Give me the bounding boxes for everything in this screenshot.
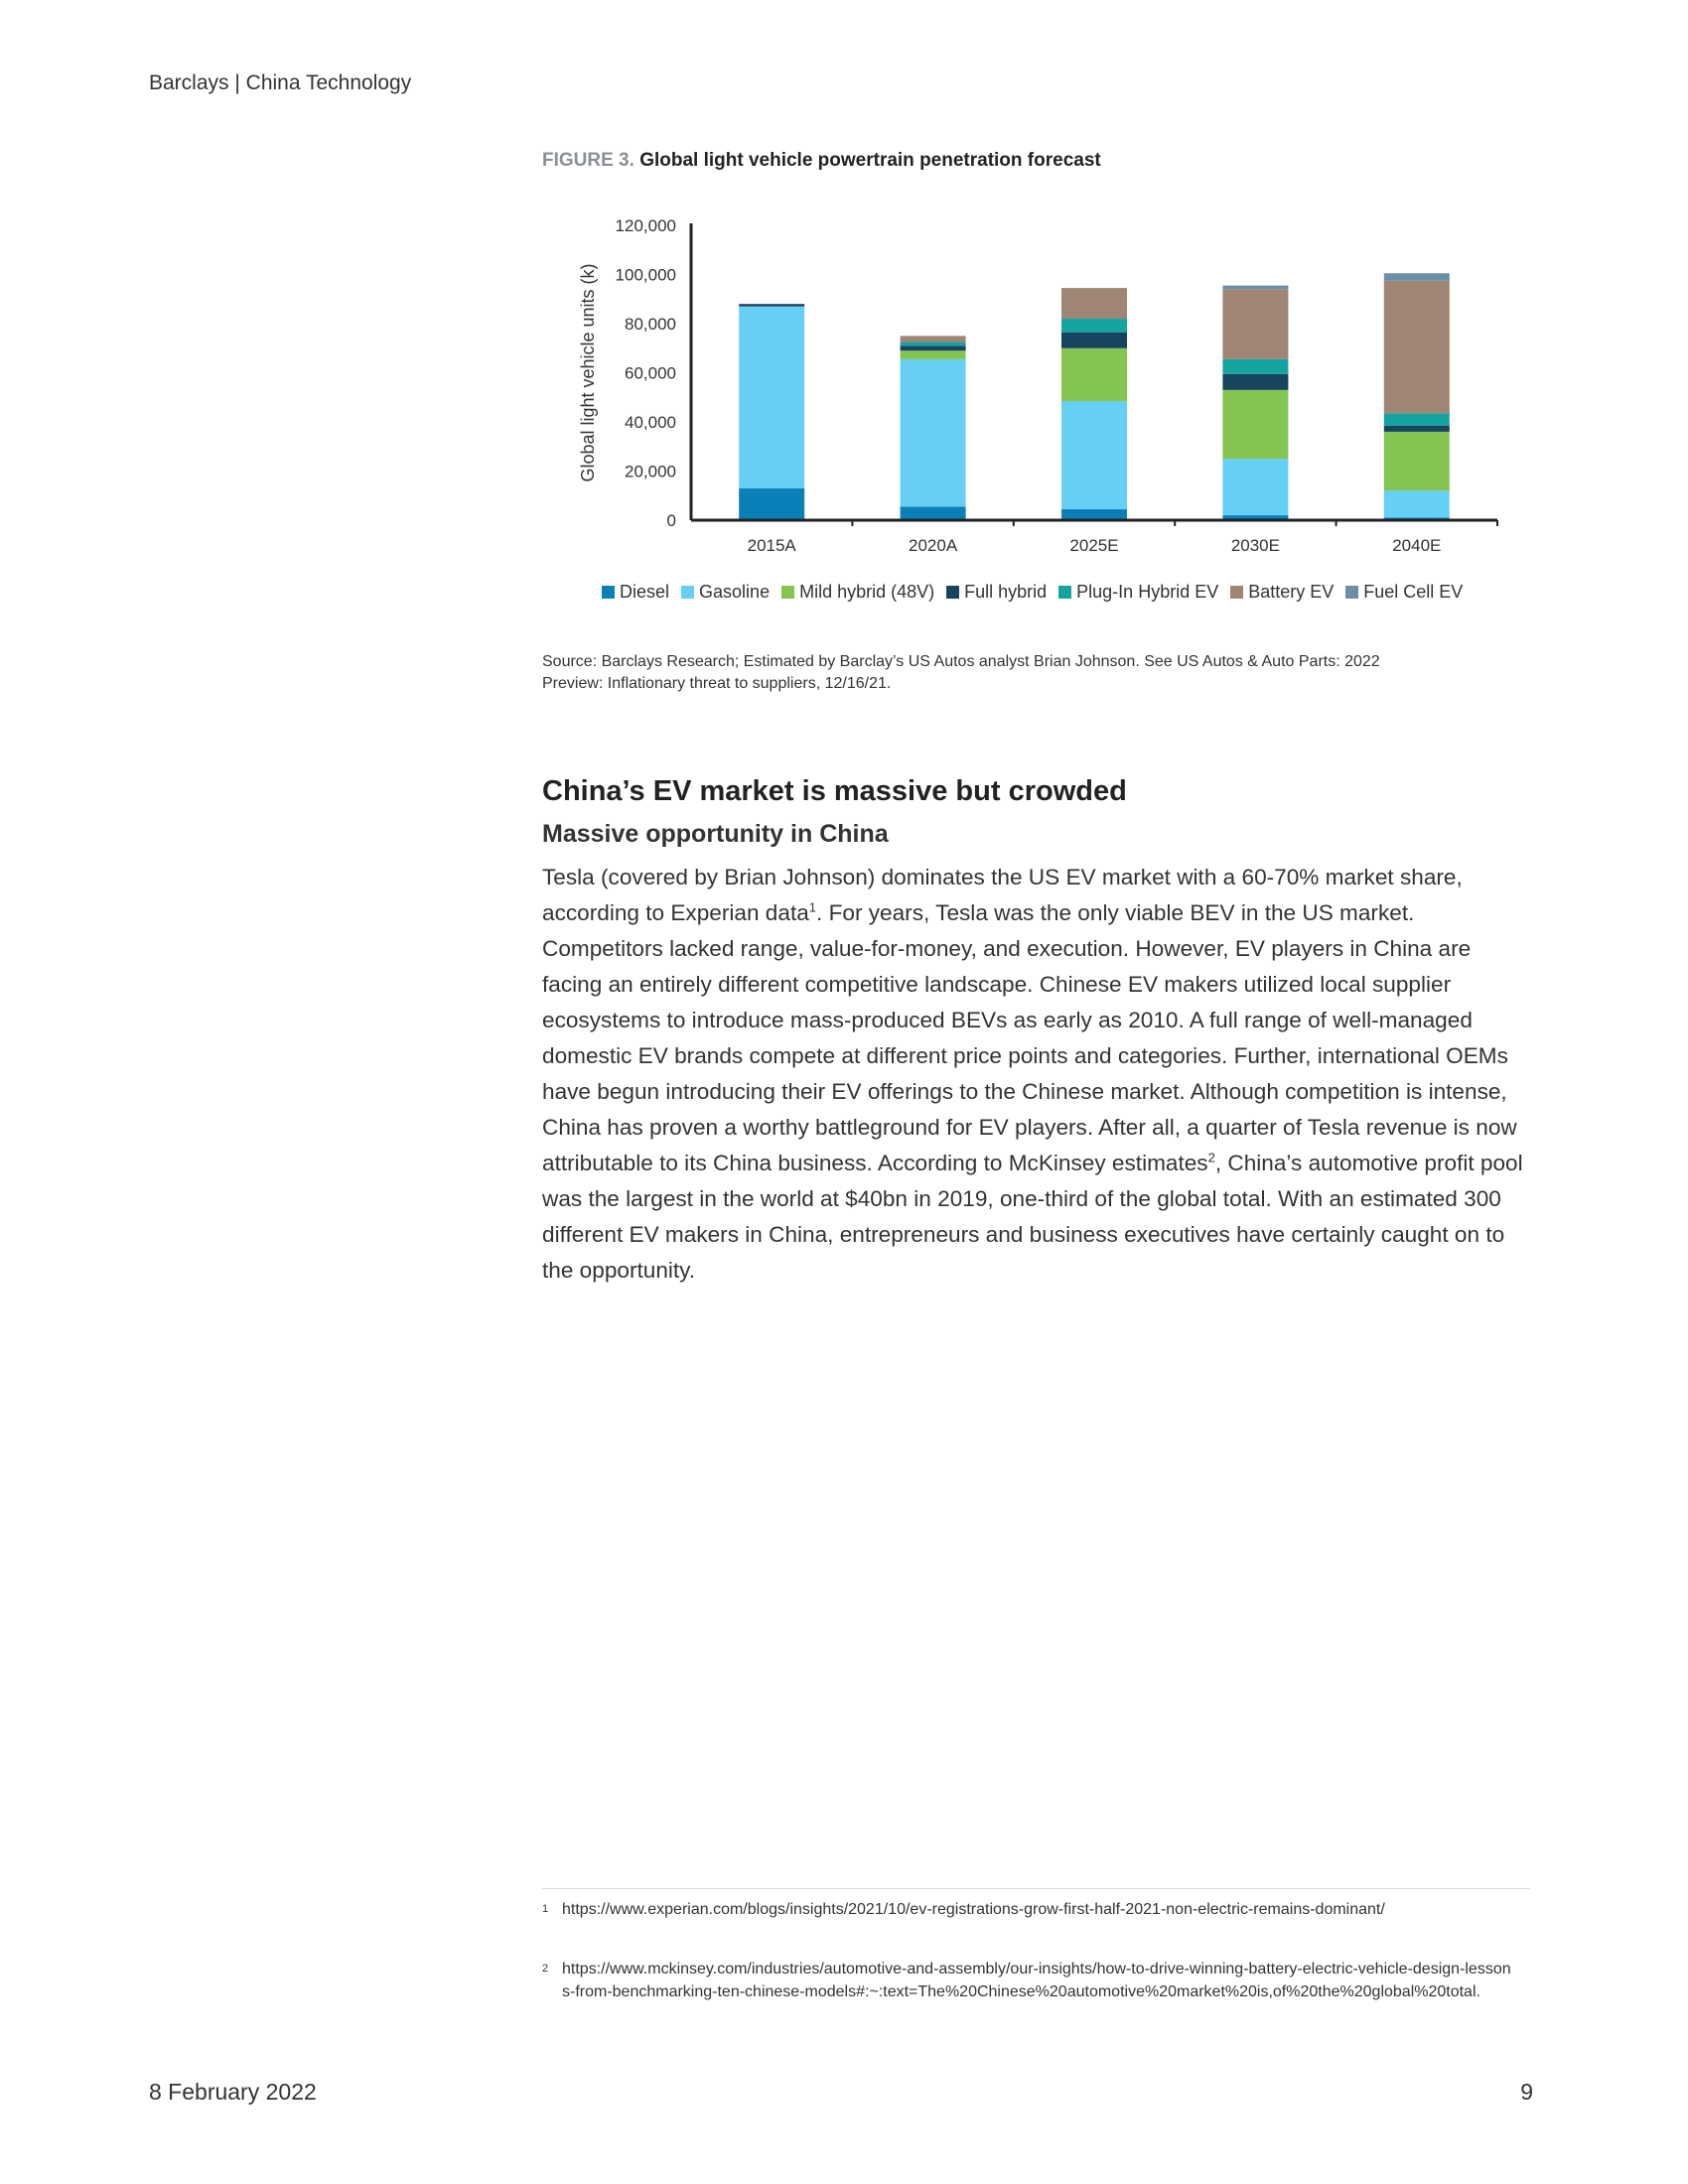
legend-label: Diesel bbox=[620, 582, 670, 602]
bar-segment-fuel-cell-ev bbox=[1222, 286, 1288, 290]
legend-item bbox=[946, 582, 1047, 603]
legend-item bbox=[1058, 582, 1218, 603]
footnote-1 bbox=[542, 1898, 1530, 1921]
bar-segment-diesel bbox=[901, 506, 966, 520]
y-tick-label: 80,000 bbox=[625, 315, 676, 334]
footnote-2-mark: 2 bbox=[542, 1963, 549, 1975]
bar-segment-gasoline bbox=[1061, 401, 1127, 509]
bar-segment-plug-in-hybrid-ev bbox=[1222, 359, 1288, 374]
chart-legend bbox=[602, 582, 1555, 603]
legend-swatch bbox=[781, 586, 794, 599]
figure-title: Global light vehicle powertrain penetration forecast bbox=[639, 150, 1101, 171]
bar-segment-battery-ev bbox=[1384, 281, 1450, 414]
page-number: 9 bbox=[1520, 2079, 1533, 2105]
bar-segment-full-hybrid bbox=[1061, 333, 1127, 348]
footnote-1-link[interactable]: https://www.experian.com/blogs/insights/2021/10/ev-registrations-grow-first-half-2021-non-electric-remains-dominant/ bbox=[562, 1901, 1385, 1918]
bar-segment-full-hybrid bbox=[901, 345, 966, 350]
page-header: Barclays | China Technology bbox=[149, 71, 412, 94]
legend-item bbox=[1230, 582, 1334, 603]
bar-segment-fuel-cell-ev bbox=[1384, 273, 1450, 280]
y-tick-label: 60,000 bbox=[625, 363, 676, 383]
bar-segment-full-hybrid bbox=[1222, 374, 1288, 390]
y-tick-label: 100,000 bbox=[615, 265, 676, 285]
bar-segment-mild-hybrid-48v bbox=[1222, 390, 1288, 459]
x-tick-label: 2040E bbox=[1392, 536, 1442, 555]
legend-swatch bbox=[602, 586, 615, 599]
footnote-ref-2[interactable]: 2 bbox=[1207, 1150, 1215, 1165]
x-tick-label: 2020A bbox=[909, 536, 958, 555]
bar-segment-gasoline bbox=[901, 359, 966, 507]
legend-label: Plug-In Hybrid EV bbox=[1076, 582, 1219, 602]
footnote-1-mark: 1 bbox=[542, 1903, 549, 1915]
legend-label: Mild hybrid (48V) bbox=[799, 582, 935, 602]
source-line-2: Preview: Inflationary threat to suppliers, 12/16/21. bbox=[542, 675, 892, 692]
footnote-divider bbox=[542, 1888, 1530, 1889]
legend-swatch bbox=[1345, 586, 1358, 599]
bar-segment-full-hybrid bbox=[739, 304, 804, 306]
bar-segment-mild-hybrid-48v bbox=[1384, 432, 1450, 490]
legend-swatch bbox=[1230, 586, 1243, 599]
footnote-2 bbox=[542, 1958, 1530, 2003]
x-tick-label: 2015A bbox=[747, 536, 796, 555]
bar-segment-gasoline bbox=[1384, 490, 1450, 517]
bar-segment-diesel bbox=[739, 488, 804, 520]
source-line-1: Source: Barclays Research; Estimated by Barclay’s US Autos analyst Brian Johnson. See US Autos & Auto Parts: 2022 bbox=[542, 653, 1380, 670]
y-tick-label: 120,000 bbox=[615, 216, 676, 235]
bar-segment-battery-ev bbox=[901, 336, 966, 341]
bar-segment-diesel bbox=[1061, 509, 1127, 520]
bar-segment-mild-hybrid-48v bbox=[1061, 348, 1127, 401]
legend-swatch bbox=[1058, 586, 1071, 599]
section-title: China’s EV market is massive but crowded bbox=[542, 775, 1127, 807]
legend-item bbox=[602, 582, 669, 603]
y-tick-label: 0 bbox=[666, 511, 676, 530]
y-tick-label: 20,000 bbox=[625, 462, 676, 481]
footer-date: 8 February 2022 bbox=[149, 2079, 317, 2105]
bar-segment-gasoline bbox=[1222, 459, 1288, 515]
y-tick-label: 40,000 bbox=[625, 413, 676, 432]
x-tick-label: 2030E bbox=[1230, 536, 1280, 555]
legend-label: Battery EV bbox=[1248, 582, 1335, 602]
bar-segment-full-hybrid bbox=[1384, 426, 1450, 432]
body-text-part-c: , China’s automotive profit pool was the largest in the world at $40bn in 2019, one-third of the global total. With an estimated 300 different EV makers in China, entrepreneurs and business executives have certainly caught on to the opportunity. bbox=[542, 1151, 1523, 1283]
legend-item bbox=[781, 582, 934, 603]
figure-caption bbox=[542, 150, 1101, 172]
y-axis-label: Global light vehicle units (k) bbox=[578, 263, 598, 482]
legend-swatch bbox=[681, 586, 694, 599]
legend-item bbox=[1345, 582, 1463, 603]
bar-segment-battery-ev bbox=[1061, 288, 1127, 319]
figure-number: FIGURE 3. bbox=[542, 150, 634, 171]
bar-segment-plug-in-hybrid-ev bbox=[901, 342, 966, 346]
bar-segment-plug-in-hybrid-ev bbox=[1061, 319, 1127, 333]
bar-segment-gasoline bbox=[739, 307, 804, 488]
body-text-part-a: Tesla (covered by Brian Johnson) dominates the US EV market with a 60-70% market share, according to Experian data bbox=[542, 865, 1463, 925]
footnote-2-link[interactable]: https://www.mckinsey.com/industries/automotive-and-assembly/our-insights/how-to-drive-winning-battery-electric-vehicle-design-lessons-from-benchmarking-ten-chinese-models#:~:text=The%20Chinese%20automotive%20market%20is,of%20the%20global%20total. bbox=[562, 1961, 1511, 2000]
legend-label: Full hybrid bbox=[964, 582, 1048, 602]
legend-label: Gasoline bbox=[699, 582, 771, 602]
legend-item bbox=[681, 582, 770, 603]
bar-segment-mild-hybrid-48v bbox=[901, 350, 966, 359]
section-subtitle: Massive opportunity in China bbox=[542, 820, 889, 848]
legend-label: Fuel Cell EV bbox=[1363, 582, 1464, 602]
body-text-part-b: . For years, Tesla was the only viable BEV in the US market. Competitors lacked range, value-for-money, and execution. However, EV players in China are facing an entirely different competitive landscape. Chinese EV makers utilized local supplier ecosystems to introduce mass-produced BEVs as early as 2010. A full range of well-managed domestic EV brands compete at different price points and categories. Further, international OEMs have begun introducing their EV offerings to the Chinese market. Although competition is intense, China has proven a worthy battleground for EV players. After all, a quarter of Tesla revenue is now attributable to its China business. According to McKinsey estimates bbox=[542, 900, 1517, 1175]
legend-swatch bbox=[946, 586, 959, 599]
body-paragraph bbox=[542, 860, 1530, 1289]
footnote-ref-1[interactable]: 1 bbox=[808, 899, 817, 915]
bar-segment-plug-in-hybrid-ev bbox=[1384, 413, 1450, 425]
powertrain-stacked-bar-chart bbox=[542, 194, 1515, 620]
figure-source bbox=[542, 651, 1515, 695]
bar-segment-battery-ev bbox=[1222, 289, 1288, 359]
x-tick-label: 2025E bbox=[1069, 536, 1119, 555]
